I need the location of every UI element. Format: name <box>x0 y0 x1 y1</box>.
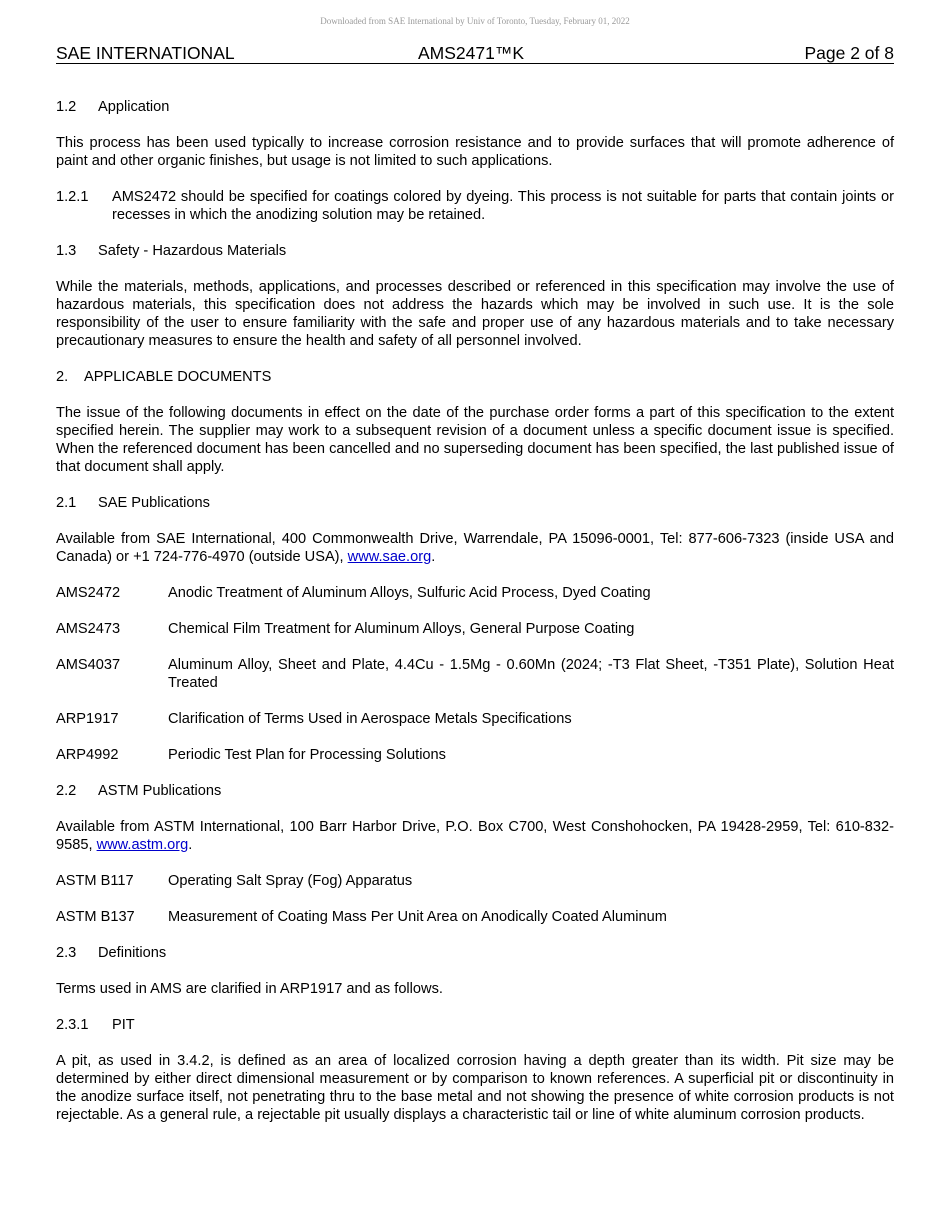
section-number: 2.3.1 <box>56 1017 89 1033</box>
sentence-end: . <box>431 549 436 565</box>
section-heading-1-3 <box>56 242 894 260</box>
reference-title: Measurement of Coating Mass Per Unit Area on Anodically Coated Aluminum <box>168 909 667 925</box>
section-number: 1.2 <box>56 99 77 115</box>
reference-code: AMS2473 <box>56 621 121 637</box>
section-title: PIT <box>112 1017 135 1033</box>
section-heading-2 <box>56 368 894 386</box>
reference-item <box>56 908 894 926</box>
page-header <box>56 43 894 64</box>
paragraph-sae-availability <box>56 530 894 566</box>
section-number: 2. <box>56 369 69 385</box>
paragraph-safety: While the materials, methods, applications, and processes described or referenced in this specification may involve the use of hazardous materials, this specification does not address the hazards which may be involved in such use. It is the sole responsibility of the user to ensure familiarity with the safe and proper use of any hazardous materials and to take necessary precautionary measures to ensure the health and safety of all personnel involved. <box>56 279 894 349</box>
header-org: SAE INTERNATIONAL <box>56 43 235 63</box>
reference-title: Chemical Film Treatment for Aluminum Alloys, General Purpose Coating <box>168 621 635 637</box>
section-heading-1-2 <box>56 98 894 116</box>
reference-title: Anodic Treatment of Aluminum Alloys, Sulfuric Acid Process, Dyed Coating <box>168 585 651 601</box>
document-body <box>56 98 894 1142</box>
reference-code: ARP1917 <box>56 711 119 727</box>
paragraph-definitions: Terms used in AMS are clarified in ARP1917 and as follows. <box>56 981 443 997</box>
reference-item <box>56 620 894 638</box>
section-heading-2-3 <box>56 944 894 962</box>
reference-item <box>56 584 894 602</box>
paragraph-astm-availability <box>56 818 894 854</box>
section-title: APPLICABLE DOCUMENTS <box>84 369 272 385</box>
header-page-number: Page 2 of 8 <box>804 43 894 63</box>
section-title: Definitions <box>98 945 167 961</box>
section-title: Application <box>98 99 170 115</box>
section-heading-2-2 <box>56 782 894 800</box>
subsection-number: 1.2.1 <box>56 189 89 205</box>
reference-title: Periodic Test Plan for Processing Solutions <box>168 747 446 763</box>
reference-code: ARP4992 <box>56 747 119 763</box>
section-number: 2.2 <box>56 783 77 799</box>
reference-code: AMS2472 <box>56 585 121 601</box>
reference-code: AMS4037 <box>56 657 121 673</box>
section-title: SAE Publications <box>98 495 210 511</box>
reference-code: ASTM B137 <box>56 909 135 925</box>
reference-title: Operating Salt Spray (Fog) Apparatus <box>168 873 413 889</box>
section-title: Safety - Hazardous Materials <box>98 243 287 259</box>
paragraph-applicable-documents: The issue of the following documents in effect on the date of the purchase order forms a part of this specification to the extent specified herein. The supplier may work to a subsequent revision of a document unless a specific document issue is specified. When the referenced document has been cancelled and no superseding document has been specified, the last published issue of that document shall apply. <box>56 405 894 475</box>
section-heading-2-1 <box>56 494 894 512</box>
reference-item <box>56 656 894 692</box>
sentence-end: . <box>188 837 193 853</box>
reference-title: Aluminum Alloy, Sheet and Plate, 4.4Cu - 1.5Mg - 0.60Mn (2024; -T3 Flat Sheet, -T351 Plate), Solution Heat Treated <box>168 657 894 691</box>
section-heading-2-3-1 <box>56 1016 894 1034</box>
sae-website-link[interactable]: www.sae.org <box>347 549 432 565</box>
paragraph-pit-definition: A pit, as used in 3.4.2, is defined as an area of localized corrosion having a depth greater than its width. Pit size may be determined by either direct dimensional measurement or by comparison to known references. A superficial pit or discontinuity in the anodize surface itself, not penetrating thru to the base metal and not showing the presence of white corrosion products is not rejectable. As a general rule, a rejectable pit usually displays a characteristic tail or line of white aluminum corrosion products. <box>56 1053 894 1123</box>
subsection-text: AMS2472 should be specified for coatings colored by dyeing. This process is not suitable for parts that contain joints or recesses in which the anodizing solution may be retained. <box>112 189 894 223</box>
section-number: 2.3 <box>56 945 77 961</box>
section-number: 2.1 <box>56 495 77 511</box>
reference-item <box>56 710 894 728</box>
reference-item <box>56 746 894 764</box>
section-title: ASTM Publications <box>98 783 222 799</box>
reference-item <box>56 872 894 890</box>
reference-code: ASTM B117 <box>56 873 134 889</box>
astm-website-link[interactable]: www.astm.org <box>96 837 189 853</box>
astm-address-text: Available from ASTM International, 100 Barr Harbor Drive, P.O. Box C700, West Conshohocken, PA 19428-2959, Tel: 610-832-9585, <box>56 819 894 853</box>
download-watermark: Downloaded from SAE International by Univ of Toronto, Tuesday, February 01, 2022 <box>320 16 630 26</box>
sae-address-text: Available from SAE International, 400 Commonwealth Drive, Warrendale, PA 15096-0001, Tel: 877-606-7323 (inside USA and Canada) or +1 724-776-4970 (outside USA), <box>56 531 894 565</box>
section-number: 1.3 <box>56 243 77 259</box>
paragraph-application: This process has been used typically to increase corrosion resistance and to provide surfaces that will promote adherence of paint and other organic finishes, but usage is not limited to such applications. <box>56 135 894 169</box>
header-doc-id: AMS2471™K <box>418 43 525 63</box>
subsection-1-2-1 <box>56 188 894 224</box>
reference-title: Clarification of Terms Used in Aerospace Metals Specifications <box>168 711 572 727</box>
